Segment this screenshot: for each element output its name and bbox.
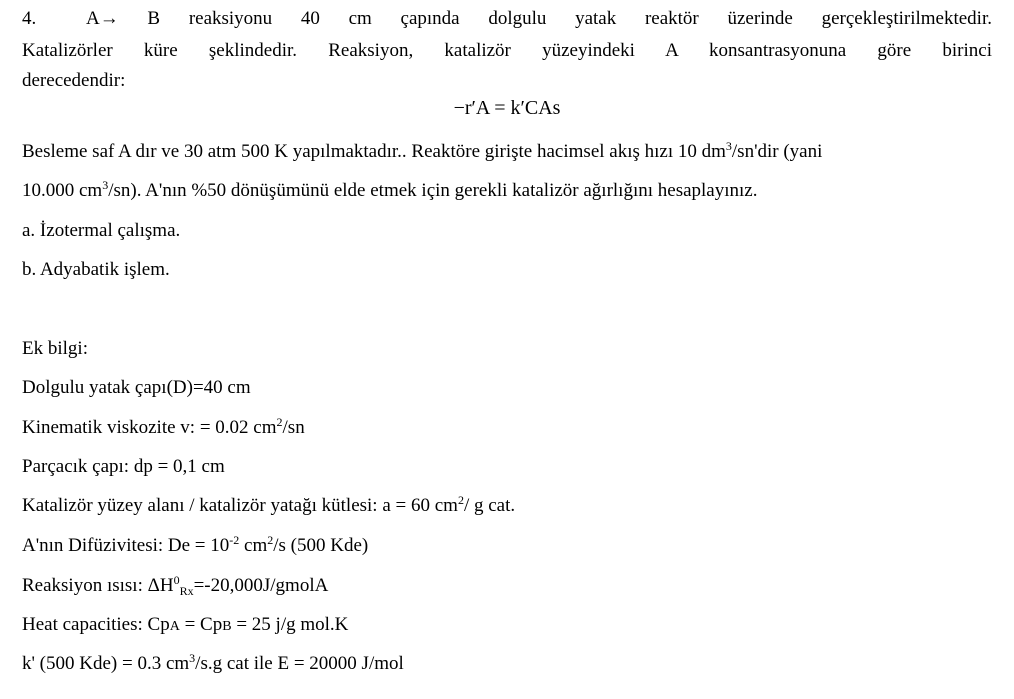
square-sup: 2 xyxy=(276,415,283,429)
cap-sub-b: B xyxy=(222,619,232,634)
problem-number: 4. xyxy=(22,8,37,29)
feed-text-2b: /sn). A'nın %50 dönüşümünü elde etmek için gerekli katalizör ağırlığını hesaplayınız. xyxy=(108,180,758,201)
extra-heading: Ek bilgi: xyxy=(22,338,88,359)
square-sup: 2 xyxy=(267,533,274,547)
cube-sup: 3 xyxy=(102,178,109,192)
problem-text-1: A→ B reaksiyonu 40 cm çapında dolgulu yatak reaktör üzerinde gerçekleştirilmektedir. xyxy=(86,8,992,29)
cap-sub-a: A xyxy=(169,619,180,634)
area-text-b: / g cat. xyxy=(463,495,516,516)
k-text-a: k' (500 Kde) = 0.3 cm xyxy=(22,653,190,674)
problem-line-1 xyxy=(22,8,992,30)
heat-text-b: =-20,000J/gmolA xyxy=(193,575,329,596)
cap-text-b: = Cp xyxy=(179,614,223,635)
part-a: a. İzotermal çalışma. xyxy=(22,220,181,241)
square-sup: 2 xyxy=(457,493,464,507)
cube-sup: 3 xyxy=(189,651,196,665)
extra-heat-capacities xyxy=(22,614,348,636)
cap-text-a: Heat capacities: Cp xyxy=(22,614,170,635)
diff-exponent: -2 xyxy=(229,533,240,547)
heat-sub: Rx xyxy=(179,584,194,598)
cap-text-c: = 25 j/g mol.K xyxy=(231,614,349,635)
viscosity-text-b: /sn xyxy=(282,417,305,438)
extra-rate-constant xyxy=(22,653,404,675)
heat-sup: 0 xyxy=(173,573,180,587)
feed-text-1b: /sn'dir (yani xyxy=(731,141,823,162)
problem-line-2: Katalizörler küre şeklindedir. Reaksiyon, katalizör yüzeyindeki A konsantrasyonuna göre birinci xyxy=(22,40,992,61)
viscosity-text-a: Kinematik viskozite v: = 0.02 cm xyxy=(22,417,277,438)
diff-text-b: cm xyxy=(239,535,268,556)
rate-equation xyxy=(0,97,1014,120)
extra-particle: Parçacık çapı: dp = 0,1 cm xyxy=(22,456,225,477)
extra-area xyxy=(22,495,515,517)
area-text-a: Katalizör yüzey alanı / katalizör yatağı kütlesi: a = 60 cm xyxy=(22,495,458,516)
heat-text-a: Reaksiyon ısısı: ΔH xyxy=(22,575,174,596)
k-text-b: /s.g cat ile E = 20000 J/mol xyxy=(195,653,404,674)
extra-diameter: Dolgulu yatak çapı(D)=40 cm xyxy=(22,377,251,398)
feed-line-2 xyxy=(22,180,757,202)
feed-text-1a: Besleme saf A dır ve 30 atm 500 K yapılmaktadır.. Reaktöre girişte hacimsel akış hızı 10 dm xyxy=(22,141,726,162)
problem-line-3: derecedendir: xyxy=(22,70,126,91)
diff-text-a: A'nın Difüzivitesi: De = 10 xyxy=(22,535,230,556)
extra-diffusivity xyxy=(22,535,368,557)
part-b: b. Adyabatik işlem. xyxy=(22,259,170,280)
feed-line-1 xyxy=(22,141,822,163)
diff-text-c: /s (500 Kde) xyxy=(273,535,369,556)
rate-equation-text: −r′A = k′CAs xyxy=(453,97,561,119)
extra-heat xyxy=(22,575,328,597)
feed-text-2a: 10.000 cm xyxy=(22,180,103,201)
extra-viscosity xyxy=(22,417,305,439)
cube-sup: 3 xyxy=(725,139,732,153)
